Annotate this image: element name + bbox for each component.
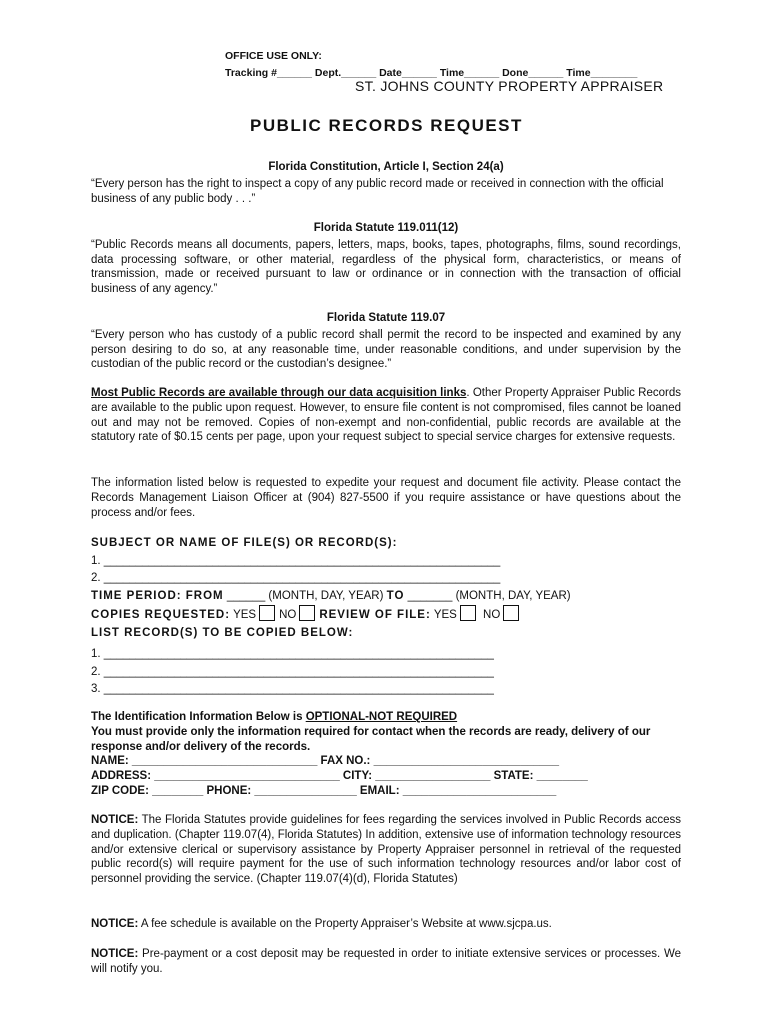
optional-note: OPTIONAL-NOT REQUIRED [305, 711, 458, 723]
notice-fees [91, 813, 681, 887]
record-line-3[interactable]: 3. _____________________________________________________________ [91, 683, 494, 695]
identification-intro: The Identification Information Below is OPTIONAL-NOT REQUIRED [91, 711, 458, 723]
statute-119-011 [91, 221, 681, 297]
from-date-field[interactable]: ______ [223, 589, 269, 602]
record-line-1[interactable]: 1. _____________________________________________________________ [91, 648, 494, 660]
statute-heading: Florida Statute 119.011(12) [313, 222, 459, 234]
subject-line-2[interactable]: 2. ______________________________________________________________ [91, 572, 501, 584]
review-no-checkbox[interactable] [503, 605, 519, 621]
copies-review-row [91, 605, 681, 625]
provide-instructions: You must provide only the information required for contact when the records are ready, delivery of our response and/or delivery of the records. [91, 725, 651, 753]
copies-requested-label: COPIES REQUESTED: [91, 609, 231, 621]
statute-heading: Florida Statute 119.07 [326, 312, 446, 324]
request-form [91, 535, 681, 699]
review-of-file-label: REVIEW OF FILE: [319, 609, 431, 621]
subject-label: SUBJECT OR NAME OF FILE(S) OR RECORD(S): [91, 537, 398, 549]
to-format-hint: (MONTH, DAY, YEAR) [455, 589, 571, 602]
subject-line-1[interactable]: 1. ______________________________________________________________ [91, 554, 501, 567]
statute-text: “Every person has the right to inspect a copy of any public record made or received in connection with the official business of any public body . . .” [91, 177, 664, 205]
availability-text: . Other Property Appraiser Public Records are available to the public upon request. However, to ensure file content is not compromised, files cannot be loaned out and may not be removed. Copies of non-exempt and non-confidential, public records are available at the statutory rate of $0.15 cents per page, upon your request subject to special service charges for extensive requests. [91, 387, 681, 444]
statute-text: “Public Records means all documents, papers, letters, maps, books, tapes, photographs, films, sound recordings, data processing software, or other material, regardless of the physical form, characteristics, or means of transmission, made or received pursuant to law or ordinance or in connection with the transaction of official business of any agency.” [91, 238, 681, 296]
review-yes-checkbox[interactable] [460, 605, 476, 621]
office-use-block [225, 48, 637, 82]
availability-paragraph [91, 386, 681, 445]
statute-text: “Every person who has custody of a public record shall permit the record to be inspected and examined by any person desiring to do so, at any reasonable time, under reasonable conditions, and under supervision by the custodian of the public record or the custodian’s designee.” [91, 328, 681, 371]
notice-label: NOTICE: [91, 948, 139, 960]
identification-block [91, 710, 681, 799]
copies-no-checkbox[interactable] [299, 605, 315, 621]
notice-label: NOTICE: [91, 918, 139, 930]
notice-text: Pre-payment or a cost deposit may be requested in order to initiate extensive services or processes. We will notify you. [91, 948, 681, 975]
address-city-state-row[interactable]: ADDRESS: _____________________________ CITY: __________________ STATE: ________ [91, 770, 588, 783]
zip-phone-email-row[interactable]: ZIP CODE: ________ PHONE: ________________ EMAIL: ________________________ [91, 784, 557, 797]
notice-label: NOTICE: [91, 814, 139, 826]
data-acquisition-link[interactable]: Most Public Records are available through our data acquisition links [91, 387, 467, 399]
review-yes-label: YES [433, 609, 457, 621]
copies-no-label: NO [279, 609, 297, 621]
review-no-label: NO [483, 609, 501, 621]
copies-yes-label: YES [233, 609, 257, 621]
notice-text: The Florida Statutes provide guidelines for fees regarding the services involved in Public Records access and duplication. (Chapter 119.07(4), Florida Statutes) In addition, extensive use of information technology resources and/or extensive clerical or supervisory assistance by Property Appraiser personnel in retrieval of the requested public record(s) will require payment for the use of such information technology resources and/or labor cost of personnel providing the service. (Chapter 119.07(4)(d), Florida Statutes) [91, 814, 681, 886]
from-format-hint: (MONTH, DAY, YEAR) [268, 589, 384, 602]
office-use-label: OFFICE USE ONLY: [225, 50, 322, 62]
list-records-label: LIST RECORD(S) TO BE COPIED BELOW: [91, 626, 354, 639]
time-period-label: TIME PERIOD: FROM [91, 589, 224, 602]
tracking-line: Tracking #______ Dept.______ Date______ Time______ Done______ Time________ [225, 67, 638, 79]
notice-text: A fee schedule is available on the Property Appraiser’s Website at www.sjcpa.us. [138, 918, 552, 930]
record-line-2[interactable]: 2. _____________________________________________________________ [91, 665, 494, 678]
to-label: TO [386, 589, 405, 602]
statute-constitution [91, 160, 681, 206]
to-date-field[interactable]: _______ [404, 589, 456, 602]
name-fax-row[interactable]: NAME: _____________________________ FAX NO.: _____________________________ [91, 755, 560, 768]
statute-heading: Florida Constitution, Article I, Section 24(a) [268, 161, 504, 173]
info-paragraph: The information listed below is requested to expedite your request and document file activity. Please contact the Records Management Liaison Officer at (904) 827-5500 if you require assistance or have questions about the process and/or fees. [91, 477, 681, 519]
notice-fee-schedule [91, 917, 681, 932]
agency-name: ST. JOHNS COUNTY PROPERTY APPRAISER [355, 78, 664, 94]
copies-yes-checkbox[interactable] [259, 605, 275, 621]
page-title: PUBLIC RECORDS REQUEST [250, 116, 523, 135]
notice-prepayment [91, 947, 681, 977]
statute-119-07 [91, 311, 681, 372]
time-period-row [91, 588, 681, 606]
